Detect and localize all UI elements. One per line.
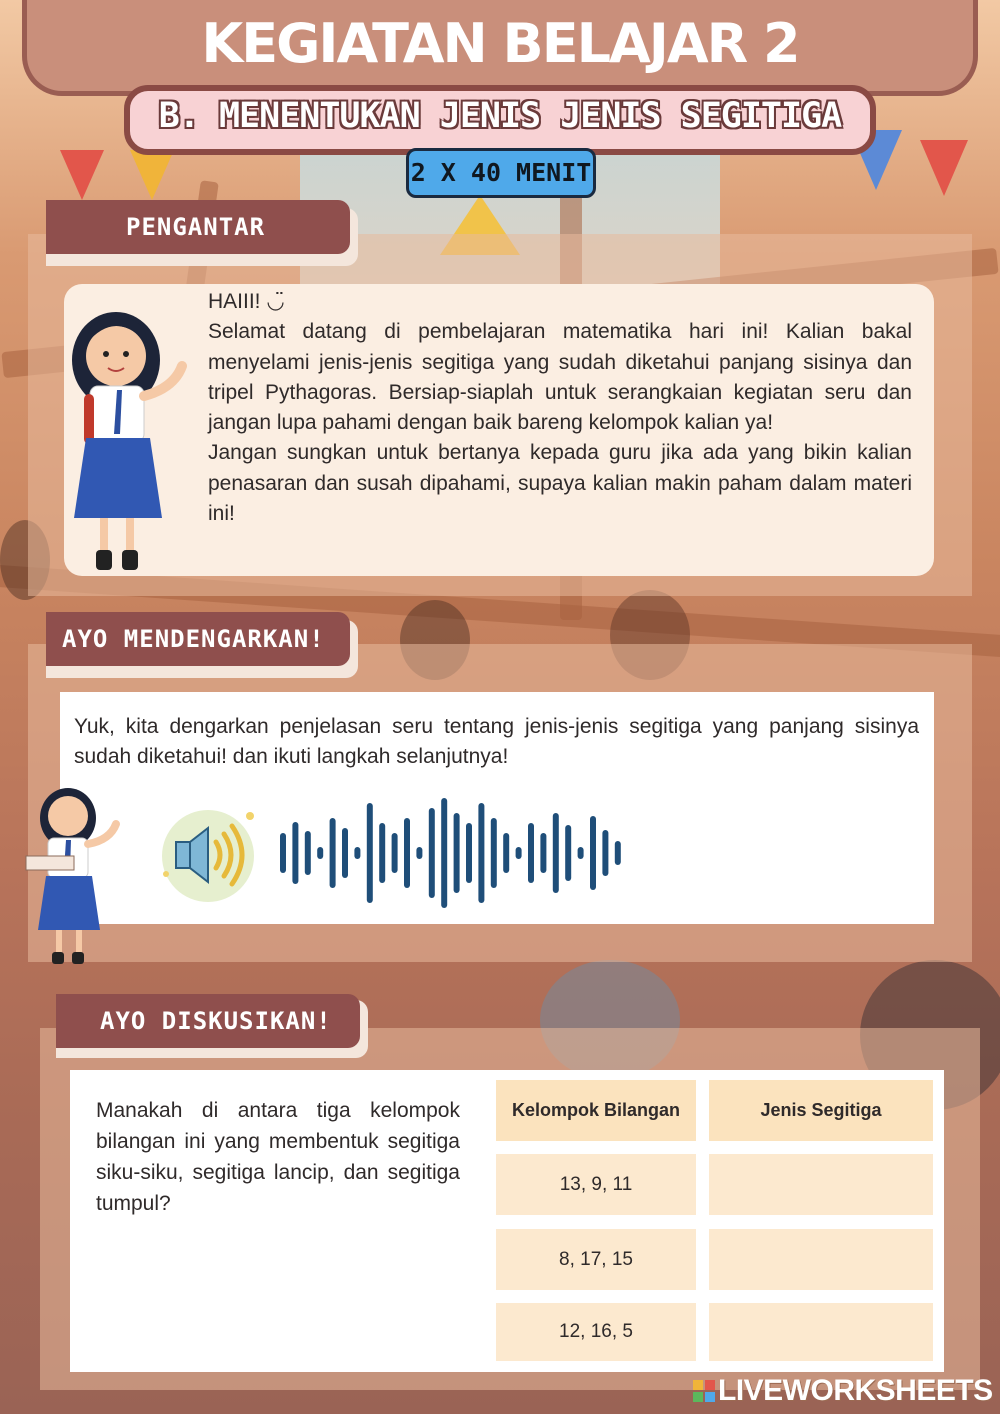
liveworksheets-watermark: LIVEWORKSHEETS: [718, 1374, 993, 1407]
waveform-bar: [565, 825, 571, 881]
table-cell-group: 8, 17, 15: [496, 1229, 696, 1290]
play-audio-button[interactable]: [158, 804, 258, 904]
waveform-bar: [590, 816, 596, 890]
waveform-bar: [379, 823, 385, 883]
waveform-bar: [578, 847, 584, 859]
waveform-bar: [528, 823, 534, 883]
waveform-bar: [330, 818, 336, 888]
intro-paragraph-1: Selamat datang di pembelajaran matematika hari ini! Kalian bakal menyelami jenis-jenis segitiga yang sudah diketahui panjang sisinya dan tripel Pythagoras. Bersiap-siaplah untuk serangkaian kegiatan seru dan jangan lupa pahami dengan baik bareng kelompok kalian ya!: [208, 320, 912, 435]
liveworksheets-logo-icon: [693, 1380, 715, 1402]
page-subtitle: B. MENENTUKAN JENIS JENIS SEGITIGA: [158, 96, 842, 136]
waveform-bar: [429, 808, 435, 898]
waveform-bar: [404, 818, 410, 888]
girl-waving-illustration: [64, 298, 204, 576]
waveform-bar: [553, 813, 559, 893]
answer-input-2[interactable]: [709, 1229, 933, 1290]
waveform-bar: [392, 833, 398, 873]
waveform-bar: [342, 828, 348, 878]
waveform-bar: [615, 841, 621, 865]
speaker-icon: [158, 804, 258, 904]
waveform-bar: [354, 847, 360, 859]
audio-waveform: [270, 796, 630, 910]
answer-input-1[interactable]: [709, 1154, 933, 1215]
duration-badge: 2 X 40 MENIT: [406, 148, 596, 198]
waveform-bar: [454, 813, 460, 893]
intro-text: [208, 287, 912, 529]
answer-input-3[interactable]: [709, 1303, 933, 1361]
waveform-bar: [503, 833, 509, 873]
girl-reading-illustration: [24, 782, 124, 966]
waveform-bar: [441, 798, 447, 908]
waveform-bar: [516, 847, 522, 859]
waveform-bar: [478, 803, 484, 903]
waveform-bar: [280, 833, 286, 873]
waveform-bar: [491, 818, 497, 888]
table-cell-group: 13, 9, 11: [496, 1154, 696, 1215]
intro-paragraph-2: Jangan sungkan untuk bertanya kepada guru jika ada yang bikin kalian penasaran dan susah dipahami, supaya kalian makin paham dalam materi ini!: [208, 441, 912, 526]
greeting-text: HAIII! ◡̈: [208, 290, 285, 313]
waveform-bar: [466, 823, 472, 883]
mendengarkan-heading: AYO MENDENGARKAN!: [46, 612, 350, 666]
waveform-bar: [292, 822, 298, 884]
waveform-bar: [416, 847, 422, 859]
waveform-bar: [305, 831, 311, 875]
discussion-question: Manakah di antara tiga kelompok bilangan ini yang membentuk segitiga siku-siku, segitiga lancip, dan segitiga tumpul?: [96, 1099, 460, 1215]
pengantar-heading: PENGANTAR: [46, 200, 350, 254]
table-header-kelompok: Kelompok Bilangan: [496, 1080, 696, 1141]
waveform-bar: [540, 833, 546, 873]
diskusi-heading: AYO DISKUSIKAN!: [56, 994, 360, 1048]
listen-text: Yuk, kita dengarkan penjelasan seru tentang jenis-jenis segitiga yang panjang sisinya sudah diketahui! dan ikuti langkah selanjutnya!: [74, 715, 919, 768]
waveform-bar: [367, 803, 373, 903]
table-header-jenis: Jenis Segitiga: [709, 1080, 933, 1141]
page-title: KEGIATAN BELAJAR 2: [201, 12, 799, 75]
table-cell-group: 12, 16, 5: [496, 1303, 696, 1361]
waveform-bar: [602, 830, 608, 876]
waveform-bar: [317, 847, 323, 859]
